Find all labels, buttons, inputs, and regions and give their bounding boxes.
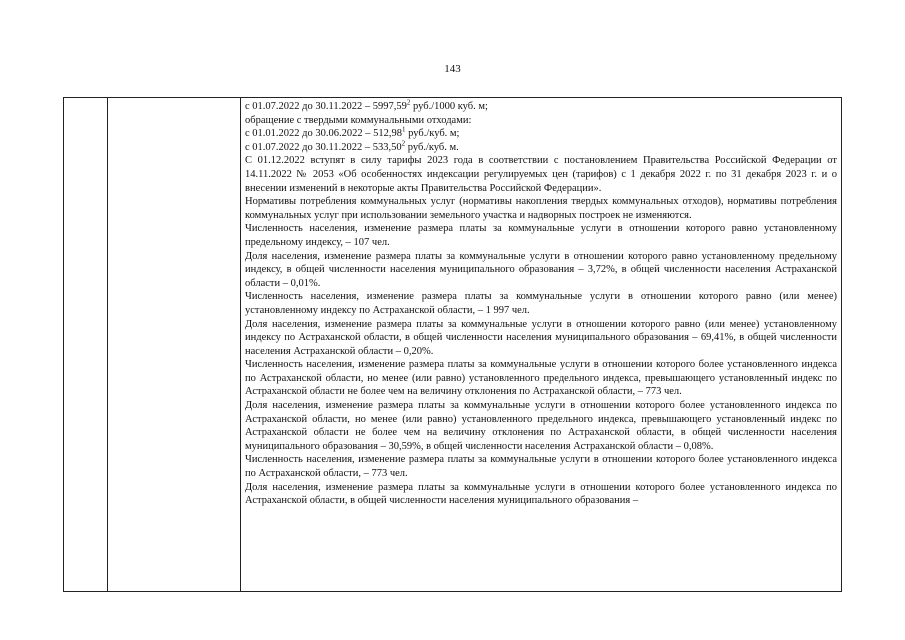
paragraph-population-above-index: Численность населения, изменение размера платы за коммунальные услуги в отношении которого более установленного индекса по Астраханской области, – 773 чел. bbox=[245, 454, 837, 480]
tariff-line-2: обращение с твердыми коммунальными отходами: bbox=[245, 114, 472, 126]
table-cell-content bbox=[241, 98, 842, 592]
tariff-line-3: с 01.01.2022 до 30.06.2022 – 512,98$^1$ руб./куб. м; bbox=[245, 125, 460, 140]
paragraph-norms: Нормативы потребления коммунальных услуг (нормативы накопления твердых коммунальных отходов), нормативы потребления коммунальных услуг при использовании земельного участка и надворных построек не изменяются. bbox=[245, 196, 837, 221]
paragraph-tariffs-2023: С 01.12.2022 вступят в силу тарифы 2023 года в соответствии с постановлением Правительства Российской Федерации от 14.11.2022 № 2053 «Об особенностях индексации регулируемых цен (тарифов) с 1 декабря 2022 г. по 31 декабря 2023 г. и о внесении изменений в некоторые акты Правительства Российской Федерации». bbox=[245, 155, 837, 194]
paragraph-population-equal-limit: Численность населения, изменение размера платы за коммунальные услуги в отношении которого равно установленному предельному индексу, – 107 чел. bbox=[245, 223, 837, 248]
paragraph-population-deviation: Численность населения, изменение размера платы за коммунальные услуги в отношении которого более установленного индекса по Астраханской области, но менее (или равно) установленного предельного индекса, превышающего установленный индекс по Астраханской области не более чем на величину отклонения по Астраханской области, – 773 чел. bbox=[245, 359, 837, 398]
tariff-line-1: с 01.07.2022 до 30.11.2022 – 5997,59$^2$ руб./1000 куб. м; bbox=[245, 98, 488, 112]
table-cell-number bbox=[64, 98, 108, 592]
paragraph-share-above-index: Доля населения, изменение размера платы за коммунальные услуги в отношении которого более установленного индекса по Астраханской области, в общей численности населения муниципального образования – bbox=[245, 481, 837, 507]
paragraph-population-below-index: Численность населения, изменение размера платы за коммунальные услуги в отношении которого равно (или менее) установленному индексу по Астраханской области, – 1 997 чел. bbox=[245, 291, 837, 316]
paragraph-share-deviation: Доля населения, изменение размера платы за коммунальные услуги в отношении которого более установленного индекса по Астраханской области, но менее (или равно) установленного предельного индекса, превышающего установленный индекс по Астраханской области не более чем на величину отклонения по Астраханской области, в общей численности населения муниципального образования – 30,59%, в общей численности населения Астраханской области – 0,08%. bbox=[245, 400, 837, 452]
table-row bbox=[64, 98, 842, 592]
paragraph-share-below-index: Доля населения, изменение размера платы за коммунальные услуги в отношении которого равно (или менее) установленному индексу по Астраханской области, в общей численности населения муниципального образования – 69,41%, в общей численности населения Астраханской области – 0,20%. bbox=[245, 318, 837, 357]
page-number: 143 bbox=[444, 63, 461, 75]
table-cell-name bbox=[108, 98, 241, 592]
document-table bbox=[63, 97, 842, 592]
tariff-line-4: с 01.07.2022 до 30.11.2022 – 533,50$^2$ руб./куб. м. bbox=[245, 139, 459, 153]
content-text-block bbox=[245, 100, 837, 508]
paragraph-share-equal-limit: Доля населения, изменение размера платы за коммунальные услуги в отношении которого равно установленному предельному индексу, в общей численности населения муниципального образования – 3,72%, в общей численности населения Астраханской области – 0,01%. bbox=[245, 250, 837, 289]
